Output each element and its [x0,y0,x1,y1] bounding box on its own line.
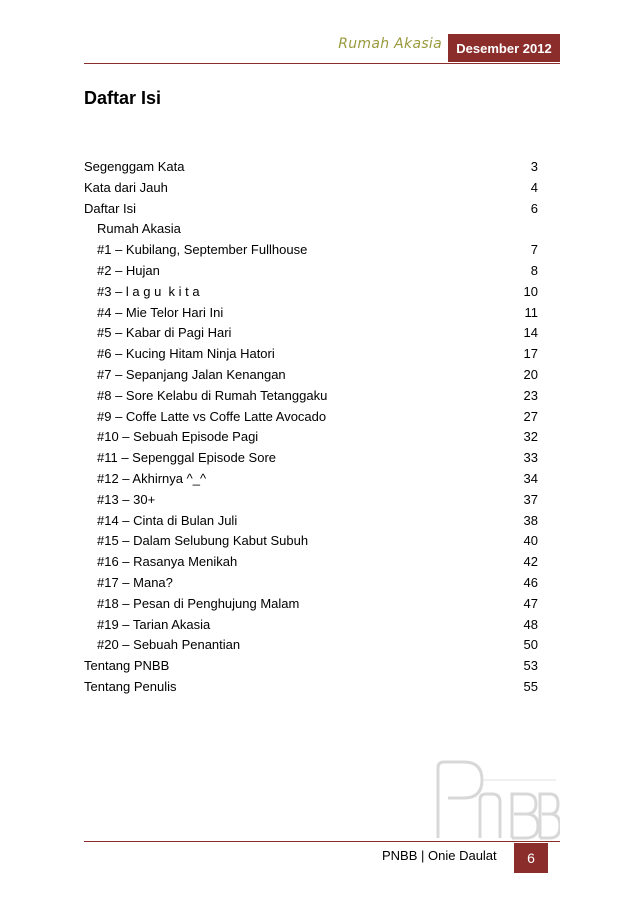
toc-entry-label: #3 – l a g u k i t a [97,283,200,299]
toc-entry-page: 33 [523,450,538,466]
toc-entry[interactable] [84,323,538,344]
toc-entry-label: #17 – Mana? [97,574,173,590]
toc-entry[interactable] [84,157,538,178]
toc-entry-page: 42 [523,554,538,570]
toc-entry[interactable] [84,677,538,698]
pnbb-logo-icon [430,760,560,840]
toc-entry[interactable] [84,303,538,324]
toc-entry-label: #20 – Sebuah Penantian [97,637,241,653]
toc-entry-page [514,219,538,240]
toc-entry[interactable] [84,573,538,594]
toc-entry[interactable] [84,552,538,573]
footer-page-number: 6 [514,843,548,873]
toc-entry[interactable] [84,511,538,532]
toc-entry-label: #19 – Tarian Akasia [97,616,211,632]
toc-entry-label: #16 – Rasanya Menikah [97,554,238,570]
footer-text: PNBB | Onie Daulat [382,848,497,863]
toc-entry-label: #12 – Akhirnya ^_^ [97,470,207,486]
toc-entry-page: 3 [530,159,538,174]
toc-entry[interactable] [84,261,538,282]
toc-entry[interactable] [84,282,538,303]
toc-entry-label: #18 – Pesan di Penghujung Malam [97,595,300,611]
page-header [84,34,560,64]
toc-entry-label: Daftar Isi [84,200,137,216]
toc-entry-page: 27 [523,408,538,424]
header-date-badge: Desember 2012 [448,34,560,62]
toc-entry[interactable] [84,240,538,261]
toc-entry-label: #14 – Cinta di Bulan Juli [97,512,238,528]
toc-entry[interactable] [84,656,538,677]
toc-entry-label: Rumah Akasia [97,221,181,237]
toc-entry[interactable] [84,490,538,511]
toc-entry-page: 4 [530,179,538,195]
toc-entry[interactable] [84,531,538,552]
toc-entry[interactable] [84,615,538,636]
toc-entry-label: Tentang PNBB [84,658,170,674]
toc-entry-label: #6 – Kucing Hitam Ninja Hatori [97,346,275,362]
toc-entry-label: Tentang Penulis [84,678,177,694]
header-divider [84,63,560,64]
toc-entry-label: #1 – Kubilang, September Fullhouse [97,242,308,258]
toc-entry-page: 17 [523,346,538,362]
toc-entry[interactable] [84,469,538,490]
toc-entry-page: 53 [523,658,538,674]
toc-entry-page: 55 [523,678,538,694]
footer-divider [84,841,560,842]
toc-entry-label: #7 – Sepanjang Jalan Kenangan [97,366,286,382]
toc-entry-label: #13 – 30+ [97,491,156,507]
toc-entry[interactable] [84,365,538,386]
header-brand: Rumah Akasia [338,36,442,52]
toc-entry-page: 23 [523,387,538,403]
toc-entry[interactable] [84,407,538,428]
toc-entry-page: 10 [523,283,538,299]
page-title: Daftar Isi [84,88,162,108]
toc-entry[interactable] [84,427,538,448]
toc-entry-label: #10 – Sebuah Episode Pagi [97,429,259,445]
toc-entry[interactable] [84,635,538,656]
toc-entry-label: #8 – Sore Kelabu di Rumah Tetanggaku [97,387,328,403]
toc-entry[interactable] [84,344,538,365]
toc-entry-page: 50 [523,637,538,653]
toc-entry-page: 11 [524,304,538,320]
toc-entry-page: 34 [523,470,538,486]
toc-entry[interactable] [84,199,538,220]
toc-entry-label: #11 – Sepenggal Episode Sore [97,450,277,466]
toc-entry-page: 37 [523,491,538,507]
toc-entry-page: 32 [523,429,538,445]
toc-entry-label: #15 – Dalam Selubung Kabut Subuh [97,533,309,549]
toc-entry-label: Segenggam Kata [84,159,185,174]
toc-entry-page: 8 [530,262,538,278]
toc-entry-page: 40 [523,533,538,549]
toc-entry-page: 14 [523,325,538,341]
table-of-contents [84,157,538,698]
toc-entry-label: #2 – Hujan [97,262,160,278]
toc-entry-page: 7 [530,242,538,258]
toc-entry[interactable] [84,594,538,615]
toc-entry-label: #5 – Kabar di Pagi Hari [97,325,232,341]
toc-entry-page: 48 [523,616,538,632]
toc-entry-page: 6 [530,200,538,216]
toc-entry[interactable] [84,178,538,199]
toc-entry[interactable] [84,386,538,407]
toc-entry[interactable] [84,448,538,469]
toc-entry[interactable] [84,219,538,240]
toc-entry-page: 46 [523,574,538,590]
toc-entry-label: #4 – Mie Telor Hari Ini [97,304,224,320]
toc-entry-label: #9 – Coffe Latte vs Coffe Latte Avocado [97,408,327,424]
toc-entry-page: 38 [523,512,538,528]
toc-entry-label: Kata dari Jauh [84,179,168,195]
toc-entry-page: 20 [523,366,538,382]
toc-entry-page: 47 [523,595,538,611]
